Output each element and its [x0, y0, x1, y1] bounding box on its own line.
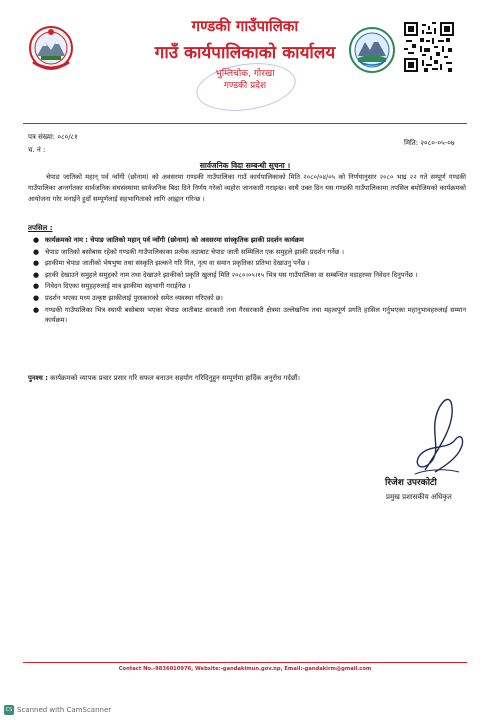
details-list: [32, 235, 466, 327]
list-item-text: कार्यक्रमको नाम : चेपाङ जातिको महान् पर्व न्वाँगी (छोनाम) को अवसरमा सांस्कृतिक झाकी प्रदर्शन कार्यक्रम: [45, 236, 304, 244]
bullet-icon: ●: [33, 259, 40, 268]
letter-number: पत्र संख्या: ०८०/८१: [28, 133, 78, 141]
signatory-name: रिजेश उपरकोटी: [385, 478, 437, 488]
bullet-icon: ●: [33, 247, 40, 256]
bullet-icon: ●: [33, 236, 40, 244]
list-item: [32, 247, 466, 258]
list-item-text: प्रदर्शन भएका मध्य उत्कृष्ट झाकीलाई पुरस्कारको समेत व्यवस्था गरिएको छ।: [45, 293, 223, 302]
list-item-text: निवेदन दिएका समुहहरुलाई मात्र झाकीमा सहभागी गराईनेछ ।: [45, 282, 191, 291]
bullet-icon: ●: [33, 282, 40, 291]
contact-footer: Contact No.-9836010976, Website:-gandakimun.gov.np, Email:-gandakirm@gmail.com: [118, 666, 372, 672]
office-stamp: [193, 57, 298, 116]
address-line2: गण्डकी प्रदेश: [223, 81, 267, 91]
list-item: [32, 305, 466, 326]
postscript: [28, 373, 468, 382]
postscript-label: पुनश्च :: [28, 374, 48, 382]
camscanner-icon: CS: [5, 707, 13, 713]
dispatch-number: च. नं :: [28, 146, 46, 154]
bullet-icon: ●: [33, 270, 40, 279]
camscanner-label: Scanned with CamScanner: [17, 706, 112, 714]
bullet-icon: ●: [33, 305, 40, 314]
office-name-line2: गाउँ कार्यपालिकाको कार्यालय: [154, 43, 336, 63]
bullet-icon: ●: [33, 293, 40, 302]
list-item: [32, 293, 466, 304]
letter-date: मिति: २०८०-०५-०७: [404, 139, 455, 147]
notice-paragraph: चेपाङ जातिको महान् पर्व न्वाँगी (छोनाम) को अवसरमा गण्डकी गाउँपालिका गाउँ कार्यपालिकाको मिति २०८०/०४/०५ को निर्णयानुसार २०८० भाद्र २२ गते सम्पूर्ण गण्डकी गाउँपालिका अन्तर्गतका सार्वजनिक संघसंस्थामा सार्वजनिक बिदा दिने निर्णय गरेको व्यहोरा जानकारी गराइन्छ। साथै उक्त दिन यस गण्डकी गाउँपालिकामा तपसिल बमोजिमको कार्यक्रमको आयोजना गरेर मनाईने हुदाँ सम्पूर्णलाई सहभागिताको लागि आह्वान गरिन्छ ।: [28, 173, 466, 203]
list-item: [32, 281, 466, 292]
office-name-line1: गण्डकी गाउँपालिका: [191, 17, 299, 35]
signatory-title: प्रमुख प्रशासकीय अधिकृत: [386, 493, 452, 501]
list-item-text: झाकी देखाउने समुहले समुहको नाम तथा देखाउने झाकीको प्रकृति खुलाई मिति २०८०।०५।१५ भित्र यस गाउँपालिका वा सम्बन्धित वडाहरुमा निवेदन दिनुपर्नेछ ।: [45, 270, 418, 279]
list-item: [32, 258, 466, 269]
list-item-text: गण्डकी गाउँपालिका भित्र स्थायी बसोबास भएका चेपाङ जातीबाट सरकारी तथा गैरसरकारी क्षेत्रमा उल्लेखनिय तथा महत्वपूर्ण प्रगति हासिल गर्नुभएका महानुभावहरुलाई सम्मान कार्यक्रम।: [45, 305, 466, 325]
details-label: तपसिल :: [28, 224, 53, 232]
camscanner-watermark: [4, 705, 111, 715]
postscript-text: कार्यक्रमको व्यापक प्रचार प्रसार गरि सफल बनाउन सहयोग गरिदिनुहुन सम्पूर्णमा हार्दिक अनुरोध गर्दछौं।: [50, 374, 300, 382]
address-line1: भुम्लिचोक, गोरखा: [215, 69, 275, 79]
list-item: [32, 235, 466, 246]
footer-divider: [23, 662, 467, 663]
list-item-text: चेपाङ जातिको बसोबास रहेको गण्डकी गाउँपालिकाका प्रत्येक वडाबाट चेपाङ जाती सम्मिलित एक समुहले झाकी प्रदर्शन गर्नेछ ।: [45, 247, 345, 256]
list-item-text: झाकीमा चेपाङ जातीको भेषभुषा तथा संस्कृति झल्कने गरि गित, नृत्य वा समान प्रकृतिका प्रतिभा देखाउनु पर्नेछ ।: [45, 259, 310, 268]
subject-heading: सार्वजनिक विदा सम्बन्धी सूचना ।: [199, 161, 291, 170]
header-divider: [23, 123, 467, 124]
list-item: [32, 270, 466, 281]
